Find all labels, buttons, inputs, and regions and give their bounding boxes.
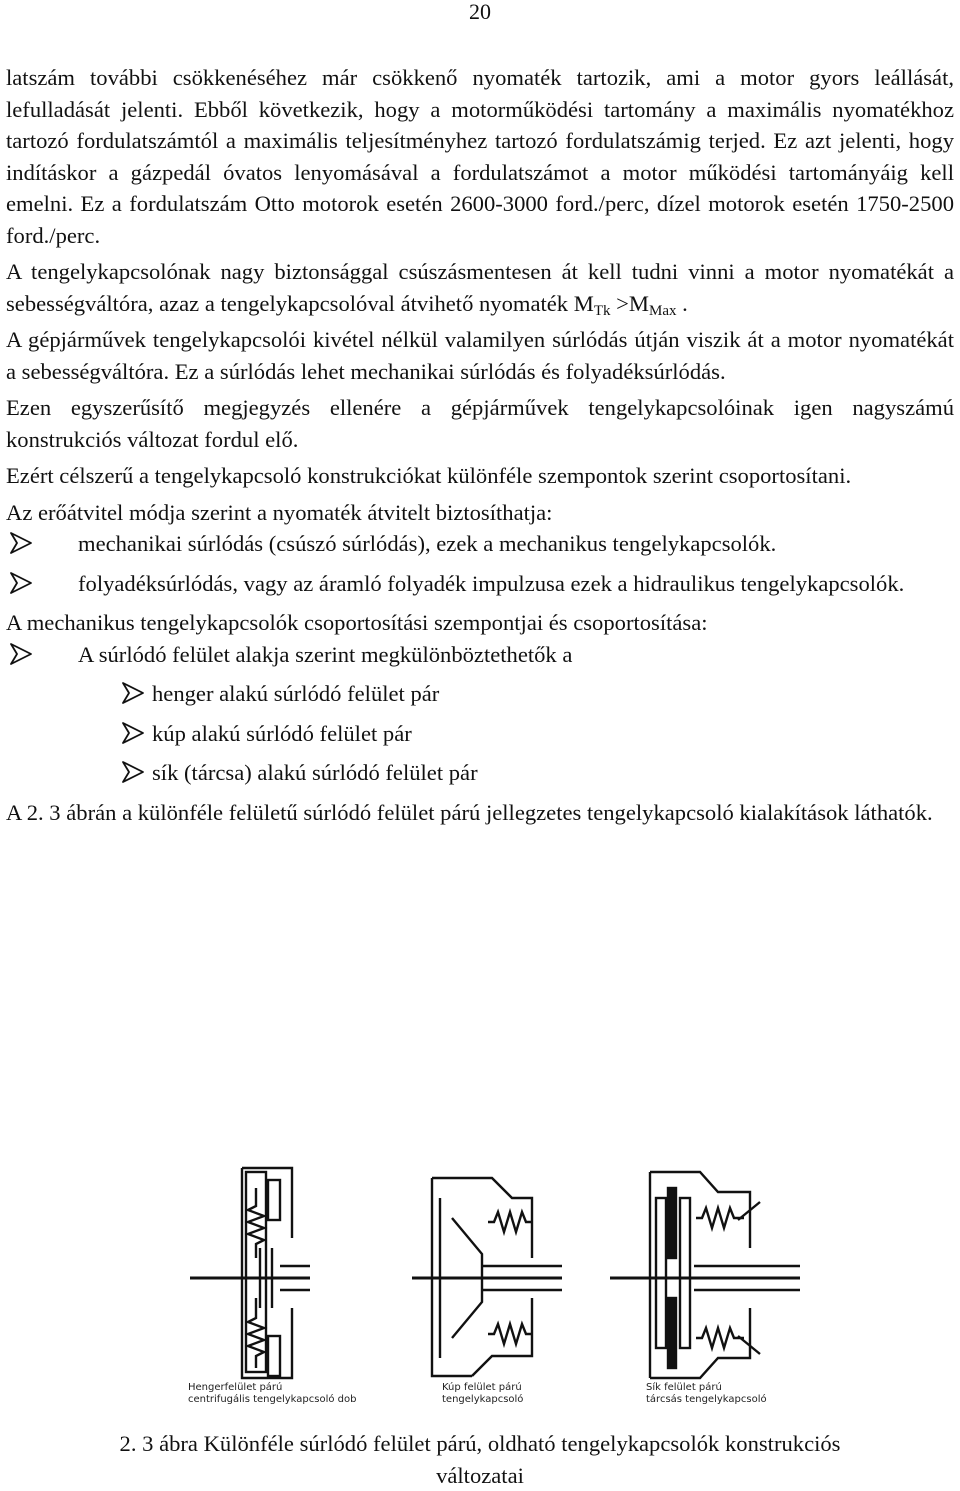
arrow-bullet-icon xyxy=(10,572,32,594)
drum-clutch-diagram xyxy=(180,1158,380,1406)
list-item-text: A súrlódó felület alakja szerint megkülönböztethetők a xyxy=(78,642,572,667)
surface-list xyxy=(6,639,954,671)
figure-caption-line1: 2. 3 ábra Különféle súrlódó felület párú, oldható tengelykapcsolók konstrukciós xyxy=(0,1428,960,1460)
paragraph-operating-range: latszám további csökkenéséhez már csökkenő nyomaték tartozik, ami a motor gyors leállását, lefulladását jelenti. Ebből következik, hogy a motorműködési tartomány a maximális nyomatékhoz tartozó fordulatszámtól a maximális teljesítményhez tartozó fordulatszámig terjed. Ez azt jelenti, hogy indításkor a gázpedál óvatos lenyomásával a fordulatszámot a motor működési tartományáig kell emelni. Ez a fordulatszám Otto motorok esetén 2600-3000 ford./perc, dízel motorok esetén 1750-2500 ford./perc. xyxy=(6,62,954,251)
list-item xyxy=(6,718,954,750)
torque-gt-m: >M xyxy=(611,291,649,316)
transmission-list xyxy=(6,528,954,599)
arrow-bullet-icon xyxy=(10,532,32,554)
disc-clutch-label-line2: tárcsás tengelykapcsoló xyxy=(646,1394,767,1406)
paragraph-variants: Ezen egyszerűsítő megjegyzés ellenére a gépjárművek tengelykapcsolóinak igen nagyszámú konstrukciós változat fordul elő. xyxy=(6,392,954,455)
torque-subscript-max: Max xyxy=(649,303,677,319)
paragraph-grouping: Ezért célszerű a tengelykapcsoló konstrukciókat különféle szempontok szerint csoportosítani. xyxy=(6,460,954,492)
drum-clutch-label xyxy=(188,1382,357,1406)
disc-clutch-label-line1: Sík felület párú xyxy=(646,1382,767,1394)
paragraph-torque-requirement xyxy=(6,256,954,319)
list-item-text: sík (tárcsa) alakú súrlódó felület pár xyxy=(152,760,478,785)
arrow-bullet-icon xyxy=(122,722,144,744)
list-item xyxy=(6,568,954,600)
disc-clutch-drawing xyxy=(610,1158,800,1383)
cone-clutch-label-line2: tengelykapcsoló xyxy=(442,1394,523,1406)
figure-caption xyxy=(0,1428,960,1491)
torque-text: A tengelykapcsolónak nagy biztonsággal csúszásmentesen át kell tudni vinni a motor nyomatékát a sebességváltóra, azaz a tengelykapcsolóval átvihető nyomaték M xyxy=(6,259,954,316)
cone-clutch-label-line1: Kúp felület párú xyxy=(442,1382,523,1394)
torque-subscript-tk: Tk xyxy=(594,303,611,319)
surface-sub-list xyxy=(6,678,954,789)
list-item-text: mechanikai súrlódás (csúszó súrlódás), ezek a mechanikus tengelykapcsolók. xyxy=(78,531,776,556)
paragraph-transmission-intro: Az erőátvitel módja szerint a nyomaték átvitelt biztosíthatja: xyxy=(6,497,954,529)
list-item xyxy=(6,528,954,560)
page-number: 20 xyxy=(0,0,960,24)
figure-caption-line2: változatai xyxy=(0,1460,960,1491)
list-item xyxy=(6,639,954,671)
drum-clutch-drawing xyxy=(180,1158,380,1383)
arrow-bullet-icon xyxy=(122,761,144,783)
list-item-text: kúp alakú súrlódó felület pár xyxy=(152,721,412,746)
clutch-figure xyxy=(180,1158,800,1406)
cone-clutch-diagram xyxy=(412,1158,562,1406)
disc-clutch-label xyxy=(646,1382,767,1406)
list-item-text: henger alakú súrlódó felület pár xyxy=(152,681,439,706)
drum-clutch-label-line1: Hengerfelület párú xyxy=(188,1382,357,1394)
cone-clutch-drawing xyxy=(412,1158,562,1383)
arrow-bullet-icon xyxy=(10,643,32,665)
disc-clutch-diagram xyxy=(610,1158,800,1406)
arrow-bullet-icon xyxy=(122,682,144,704)
list-item xyxy=(6,678,954,710)
paragraph-friction: A gépjárművek tengelykapcsolói kivétel nélkül valamilyen súrlódás útján viszik át a motor nyomatékát a sebességváltóra. Ez a súrlódás lehet mechanikai súrlódás és folyadéksúrlódás. xyxy=(6,324,954,387)
torque-end: . xyxy=(677,291,688,316)
drum-clutch-label-line2: centrifugális tengelykapcsoló dob xyxy=(188,1394,357,1406)
page-body xyxy=(6,62,954,833)
cone-clutch-label xyxy=(442,1382,523,1406)
paragraph-mechanical-grouping: A mechanikus tengelykapcsolók csoportosítási szempontjai és csoportosítása: xyxy=(6,607,954,639)
list-item-text: folyadéksúrlódás, vagy az áramló folyadék impulzusa ezek a hidraulikus tengelykapcsolók. xyxy=(78,571,904,596)
paragraph-figure-reference: A 2. 3 ábrán a különféle felületű súrlódó felület párú jellegzetes tengelykapcsoló kialakítások láthatók. xyxy=(6,797,954,829)
list-item xyxy=(6,757,954,789)
